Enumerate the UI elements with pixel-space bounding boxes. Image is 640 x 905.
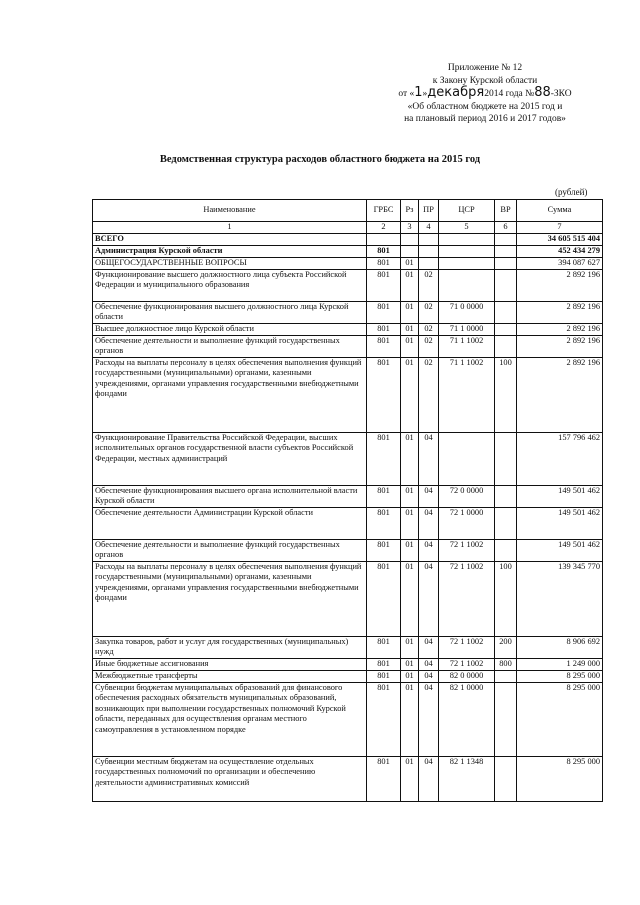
cell-sum: 8 295 000 xyxy=(517,756,603,801)
appendix-law-title-2: на плановый период 2016 и 2017 годов» xyxy=(404,114,566,124)
cell-rz: 01 xyxy=(401,670,419,682)
cell-csr: 71 1 1002 xyxy=(439,335,495,357)
cell-rz: 01 xyxy=(401,561,419,636)
cell-pr xyxy=(419,245,439,257)
cell-grbs: 801 xyxy=(367,670,401,682)
cell-vr xyxy=(495,323,517,335)
cell-pr: 04 xyxy=(419,682,439,756)
cell-sum: 2 892 196 xyxy=(517,269,603,301)
cell-sum: 2 892 196 xyxy=(517,301,603,323)
cell-rz: 01 xyxy=(401,432,419,485)
cell-csr: 82 1 0000 xyxy=(439,682,495,756)
appendix-date-line: от «1»декабря2014 года №88-ЗКО xyxy=(398,85,572,100)
table-row xyxy=(93,245,603,257)
cell-pr: 02 xyxy=(419,301,439,323)
cell-vr: 800 xyxy=(495,658,517,670)
appendix-header xyxy=(380,62,590,126)
cell-name: Обеспечение функционирования высшего органа исполнительной власти Курской области xyxy=(93,485,367,507)
cell-vr xyxy=(495,539,517,561)
cell-name: ОБЩЕГОСУДАРСТВЕННЫЕ ВОПРОСЫ xyxy=(93,257,367,269)
cell-sum: 149 501 462 xyxy=(517,485,603,507)
cell-name: Обеспечение деятельности и выполнение функций государственных органов xyxy=(93,539,367,561)
cell-csr xyxy=(439,233,495,245)
cell-name: Закупка товаров, работ и услуг для государственных (муниципальных) нужд xyxy=(93,636,367,658)
cell-vr xyxy=(495,335,517,357)
cell-pr: 04 xyxy=(419,636,439,658)
col-index: 5 xyxy=(439,222,495,234)
cell-grbs: 801 xyxy=(367,636,401,658)
cell-vr xyxy=(495,233,517,245)
cell-grbs: 801 xyxy=(367,507,401,539)
handwritten-day: 1 xyxy=(414,85,423,100)
table-row xyxy=(93,269,603,301)
cell-pr xyxy=(419,233,439,245)
cell-sum: 139 345 770 xyxy=(517,561,603,636)
cell-rz: 01 xyxy=(401,323,419,335)
col-header-pr: ПР xyxy=(419,200,439,222)
cell-name: Иные бюджетные ассигнования xyxy=(93,658,367,670)
cell-name: Функционирование Правительства Российской Федерации, высших исполнительных органов государственной власти субъектов Российской Федерации, местных администраций xyxy=(93,432,367,485)
col-index: 2 xyxy=(367,222,401,234)
cell-vr xyxy=(495,269,517,301)
cell-name: Функционирование высшего должностного лица субъекта Российской Федерации и муниципального образования xyxy=(93,269,367,301)
cell-pr: 02 xyxy=(419,335,439,357)
cell-rz: 01 xyxy=(401,269,419,301)
cell-pr: 04 xyxy=(419,561,439,636)
cell-name: Обеспечение деятельности Администрации Курской области xyxy=(93,507,367,539)
cell-rz: 01 xyxy=(401,301,419,323)
expenditure-table xyxy=(92,199,603,802)
col-header-name: Наименование xyxy=(93,200,367,222)
cell-sum: 8 295 000 xyxy=(517,670,603,682)
cell-name: Обеспечение деятельности и выполнение функций государственных органов xyxy=(93,335,367,357)
col-index: 4 xyxy=(419,222,439,234)
cell-name: Администрация Курской области xyxy=(93,245,367,257)
cell-pr: 02 xyxy=(419,269,439,301)
col-header-csr: ЦСР xyxy=(439,200,495,222)
cell-vr: 200 xyxy=(495,636,517,658)
appendix-law-title-1: «Об областном бюджете на 2015 год и xyxy=(407,101,563,112)
cell-rz: 01 xyxy=(401,485,419,507)
cell-name: Обеспечение функционирования высшего должностного лица Курской области xyxy=(93,301,367,323)
cell-csr: 72 1 0000 xyxy=(439,507,495,539)
col-index: 1 xyxy=(93,222,367,234)
cell-vr xyxy=(495,507,517,539)
handwritten-month: декабря xyxy=(427,85,485,100)
table-row xyxy=(93,658,603,670)
cell-vr xyxy=(495,682,517,756)
cell-grbs: 801 xyxy=(367,561,401,636)
table-row xyxy=(93,301,603,323)
cell-grbs: 801 xyxy=(367,485,401,507)
cell-rz: 01 xyxy=(401,257,419,269)
col-index: 7 xyxy=(517,222,603,234)
cell-rz xyxy=(401,245,419,257)
col-header-grbs: ГРБС xyxy=(367,200,401,222)
table-index-row xyxy=(93,222,603,234)
cell-grbs: 801 xyxy=(367,257,401,269)
appendix-law-ref: к Закону Курской области xyxy=(432,75,538,86)
cell-vr xyxy=(495,301,517,323)
cell-rz xyxy=(401,233,419,245)
cell-rz: 01 xyxy=(401,682,419,756)
table-row xyxy=(93,233,603,245)
cell-sum: 2 892 196 xyxy=(517,357,603,432)
cell-name: Расходы на выплаты персоналу в целях обеспечения выполнения функций государственными (муниципальными) органами, казенными учреждениями, органами управления государственными внебюджетными фондами xyxy=(93,561,367,636)
cell-pr xyxy=(419,257,439,269)
cell-sum: 452 434 279 xyxy=(517,245,603,257)
cell-grbs: 801 xyxy=(367,658,401,670)
cell-csr xyxy=(439,432,495,485)
table-row xyxy=(93,756,603,801)
cell-grbs: 801 xyxy=(367,245,401,257)
cell-csr xyxy=(439,269,495,301)
cell-sum: 34 605 515 404 xyxy=(517,233,603,245)
table-header-row xyxy=(93,200,603,222)
table-row xyxy=(93,539,603,561)
cell-vr xyxy=(495,432,517,485)
cell-grbs: 801 xyxy=(367,539,401,561)
table-row xyxy=(93,335,603,357)
cell-pr: 02 xyxy=(419,323,439,335)
cell-rz: 01 xyxy=(401,539,419,561)
col-index: 6 xyxy=(495,222,517,234)
col-header-vr: ВР xyxy=(495,200,517,222)
table-row xyxy=(93,257,603,269)
cell-pr: 04 xyxy=(419,485,439,507)
cell-name: Субвенции местным бюджетам на осуществление отдельных государственных полномочий по организации и обеспечению деятельности административных комиссий xyxy=(93,756,367,801)
cell-rz: 01 xyxy=(401,335,419,357)
cell-grbs: 801 xyxy=(367,269,401,301)
cell-rz: 01 xyxy=(401,507,419,539)
cell-pr: 04 xyxy=(419,756,439,801)
document-title: Ведомственная структура расходов областного бюджета на 2015 год xyxy=(159,154,481,165)
cell-pr: 04 xyxy=(419,507,439,539)
cell-csr xyxy=(439,245,495,257)
cell-sum: 149 501 462 xyxy=(517,507,603,539)
cell-vr xyxy=(495,257,517,269)
cell-pr: 04 xyxy=(419,658,439,670)
handwritten-number: 88 xyxy=(534,85,551,100)
cell-pr: 02 xyxy=(419,357,439,432)
cell-sum: 157 796 462 xyxy=(517,432,603,485)
cell-sum: 8 295 000 xyxy=(517,682,603,756)
cell-csr: 71 1 1002 xyxy=(439,357,495,432)
cell-vr: 100 xyxy=(495,357,517,432)
col-header-sum: Сумма xyxy=(517,200,603,222)
table-row xyxy=(93,357,603,432)
cell-name: Межбюджетные трансферты xyxy=(93,670,367,682)
cell-grbs: 801 xyxy=(367,323,401,335)
cell-pr: 04 xyxy=(419,539,439,561)
units-label: (рублей) xyxy=(555,187,588,197)
table-row xyxy=(93,485,603,507)
cell-rz: 01 xyxy=(401,636,419,658)
cell-vr: 100 xyxy=(495,561,517,636)
col-index: 3 xyxy=(401,222,419,234)
cell-grbs: 801 xyxy=(367,301,401,323)
cell-name: Расходы на выплаты персоналу в целях обеспечения выполнения функций государственными (муниципальными) органами, казенными учреждениями, органами управления государственными внебюджетными фондами xyxy=(93,357,367,432)
cell-csr: 82 0 0000 xyxy=(439,670,495,682)
cell-grbs: 801 xyxy=(367,357,401,432)
cell-sum: 394 087 627 xyxy=(517,257,603,269)
cell-csr xyxy=(439,257,495,269)
cell-grbs xyxy=(367,233,401,245)
cell-sum: 2 892 196 xyxy=(517,323,603,335)
cell-pr: 04 xyxy=(419,670,439,682)
cell-csr: 72 1 1002 xyxy=(439,658,495,670)
cell-grbs: 801 xyxy=(367,335,401,357)
cell-csr: 71 1 0000 xyxy=(439,323,495,335)
cell-csr: 72 1 1002 xyxy=(439,636,495,658)
table-row xyxy=(93,636,603,658)
cell-csr: 72 1 1002 xyxy=(439,561,495,636)
cell-sum: 8 906 692 xyxy=(517,636,603,658)
col-header-rz: Рз xyxy=(401,200,419,222)
cell-rz: 01 xyxy=(401,658,419,670)
cell-name: Высшее должностное лицо Курской области xyxy=(93,323,367,335)
cell-sum: 2 892 196 xyxy=(517,335,603,357)
table-row xyxy=(93,507,603,539)
cell-name: Субвенции бюджетам муниципальных образований для финансового обеспечения расходных обязательств муниципальных образований, возникающих при выполнении государственных полномочий Курской области, переданных для осуществления органам местного самоуправления в установленном порядке xyxy=(93,682,367,756)
cell-vr xyxy=(495,245,517,257)
cell-name: ВСЕГО xyxy=(93,233,367,245)
table-row xyxy=(93,323,603,335)
appendix-number: Приложение № 12 xyxy=(447,63,523,73)
cell-csr: 72 1 1002 xyxy=(439,539,495,561)
cell-sum: 149 501 462 xyxy=(517,539,603,561)
cell-grbs: 801 xyxy=(367,756,401,801)
table-body xyxy=(93,233,603,801)
table-row xyxy=(93,561,603,636)
table-row xyxy=(93,682,603,756)
table-row xyxy=(93,670,603,682)
cell-vr xyxy=(495,756,517,801)
cell-grbs: 801 xyxy=(367,682,401,756)
cell-rz: 01 xyxy=(401,357,419,432)
table-row xyxy=(93,432,603,485)
cell-sum: 1 249 000 xyxy=(517,658,603,670)
cell-grbs: 801 xyxy=(367,432,401,485)
cell-pr: 04 xyxy=(419,432,439,485)
cell-csr: 72 0 0000 xyxy=(439,485,495,507)
cell-csr: 71 0 0000 xyxy=(439,301,495,323)
cell-vr xyxy=(495,670,517,682)
cell-vr xyxy=(495,485,517,507)
cell-csr: 82 1 1348 xyxy=(439,756,495,801)
cell-rz: 01 xyxy=(401,756,419,801)
